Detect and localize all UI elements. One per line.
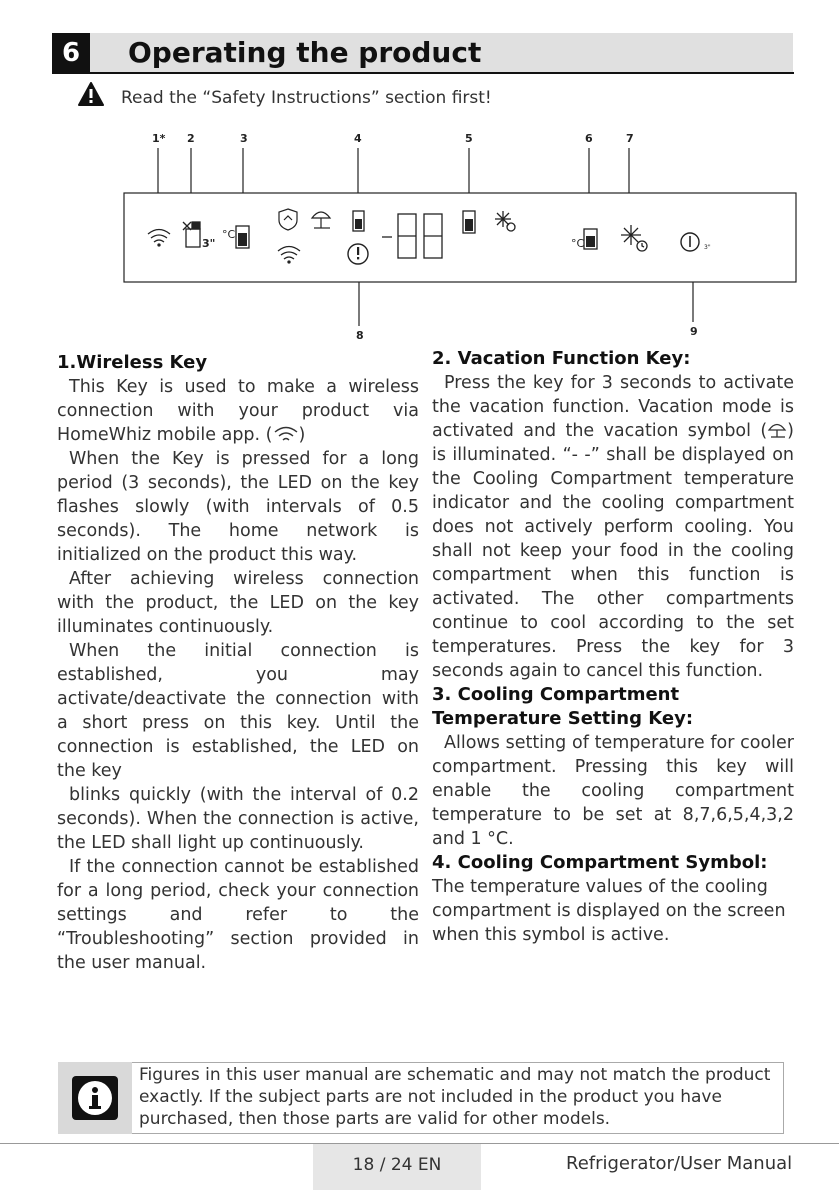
wireless-key-para-2: When the Key is pressed for a long period (3 seconds), the LED on the key flashes slowly (with intervals of 0.5 seconds). The home network is initialized on the product this way. <box>57 449 419 565</box>
note-text: Figures in this user manual are schematic and may not match the product exactly. If the subject parts are not included in the product you have purchased, then those parts are valid for other models. <box>139 1065 771 1129</box>
callout-7: 7 <box>626 132 634 145</box>
callout-4: 4 <box>354 132 362 145</box>
callout-8: 8 <box>356 329 364 342</box>
wireless-key-para-6: If the connection cannot be established for a long period, check your connection settings and refer to the “Troubleshooting” section provided in the user manual. <box>57 857 419 973</box>
cooling-temp-key-para: Allows setting of temperature for cooler compartment. Pressing this key will enable the cooling compartment temperature to be set at 8,7,6,5,4,3,2 and 1 °C. <box>432 733 794 849</box>
control-panel-diagram <box>0 0 839 345</box>
warning-text: Read the “Safety Instructions” section first! <box>121 88 492 108</box>
cooler-unit-label: °C <box>222 228 236 241</box>
info-icon <box>58 1062 132 1134</box>
callout-2: 2 <box>187 132 195 145</box>
vacation-key-heading: 2. Vacation Function Key: <box>432 348 691 369</box>
cooling-symbol-para: The temperature values of the cooling compartment is displayed on the screen when this symbol is active. <box>432 877 786 945</box>
section-number: 6 <box>52 33 90 73</box>
note-icon-box <box>58 1062 132 1134</box>
right-column <box>432 347 794 947</box>
callout-5: 5 <box>465 132 473 145</box>
callout-1: 1* <box>152 132 166 145</box>
document-title: Refrigerator/User Manual <box>566 1153 793 1174</box>
cooling-temp-key-heading: 3. Cooling Compartment Temperature Setting Key: <box>432 684 694 729</box>
wireless-key-para-1: This Key is used to make a wireless connection with your product via HomeWhiz mobile app. ( ) <box>57 377 419 445</box>
wireless-key-heading: 1.Wireless Key <box>57 352 208 373</box>
cooling-symbol-heading: 4. Cooling Compartment Symbol: <box>432 852 768 873</box>
page-number: 18 / 24 EN <box>352 1155 442 1175</box>
vacation-inline-icon <box>767 421 787 439</box>
power-duration-label: 3" <box>704 244 711 251</box>
callout-6: 6 <box>585 132 593 145</box>
wireless-key-para-5: blinks quickly (with the interval of 0.2 seconds). When the connection is active, the LED shall light up continuously. <box>57 785 419 853</box>
callout-9: 9 <box>690 325 698 338</box>
wifi-inline-icon <box>273 426 299 442</box>
callout-3: 3 <box>240 132 248 145</box>
page-title: Operating the product <box>128 36 482 69</box>
vacation-key-para: Press the key for 3 seconds to activate the vacation function. Vacation mode is activated and the vacation symbol ( ) is illuminated. “- -” shall be displayed on the Cooling Compartment temperature indicator and the cooling compartment does not actively perform cooling. You shall not keep your food in the cooling compartment when this function is activated. The other compartments continue to cool according to the set temperatures. Press the key for 3 seconds again to cancel this function. <box>432 373 794 681</box>
wireless-key-para-4: When the initial connection is established, you may activate/deactivate the connection with a short press on this key. Until the connection is established, the LED on the key <box>57 641 419 781</box>
lock-duration-label: 3" <box>202 237 216 250</box>
wireless-key-para-3: After achieving wireless connection with the product, the LED on the key illuminates continuously. <box>57 569 419 637</box>
fridge-unit-label: °C <box>571 237 585 250</box>
left-column <box>57 351 419 975</box>
